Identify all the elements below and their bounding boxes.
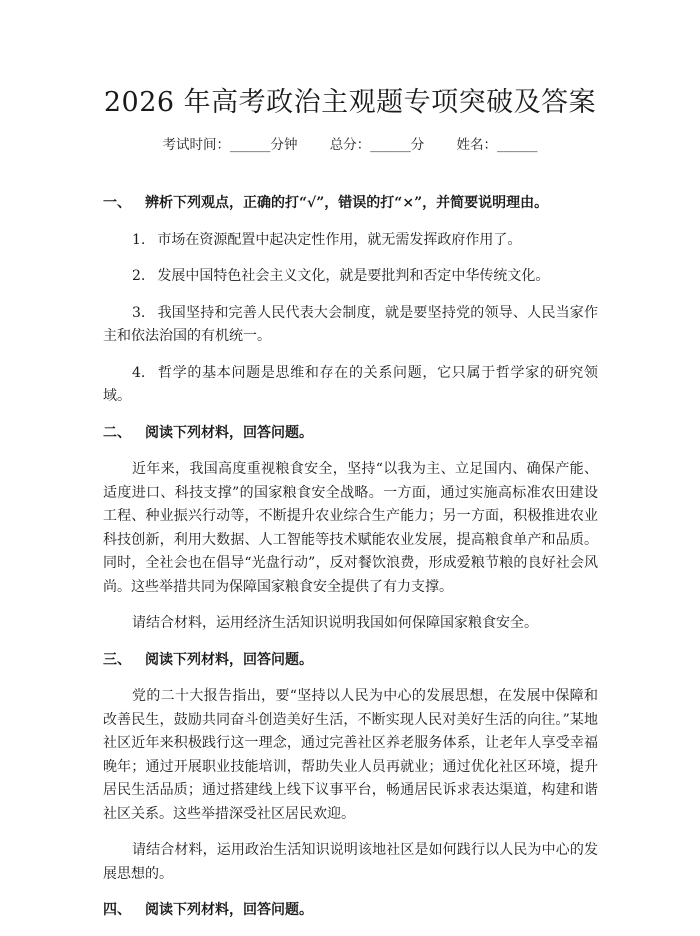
question-number: 2. [132, 268, 146, 284]
question-text: 发展中国特色社会主义文化，就是要批判和否定中华传统文化。 [157, 268, 550, 284]
section-heading-text: 阅读下列材料，回答问题。 [145, 651, 313, 668]
student-name-field: 姓名：______ [456, 137, 538, 153]
question-item [103, 302, 598, 349]
question-text: 我国坚持和完善人民代表大会制度，就是要坚持党的领导、人民当家作主和依法治国的有机统一。 [103, 304, 598, 344]
question-item [103, 265, 598, 289]
page-title: 2026 年高考政治主观题专项突破及答案 [103, 87, 597, 118]
exam-meta [0, 133, 700, 153]
total-score-field: 总分：______分 [329, 137, 425, 153]
section-number: 二、 [103, 424, 131, 441]
section-heading-text: 阅读下列材料，回答问题。 [145, 424, 313, 441]
material-paragraph: 近年来，我国高度重视粮食安全，坚持“以我为主、立足国内、确保产能、适度进口、科技支撑”的国家粮食安全战略。一方面，通过实施高标准农田建设工程、种业振兴行动等，不断提升农业综合生产能力；另一方面，积极推进农业科技创新，利用大数据、人工智能等技术赋能农业发展，提高粮食单产和品质。同时，全社会也在倡导“光盘行动”，反对餐饮浪费，形成爱粮节粮的良好社会风尚。这些举措共同为保障国家粮食安全提供了有力支撑。 [103, 461, 598, 595]
question-number: 3. [132, 304, 146, 321]
exam-content [103, 192, 598, 936]
question-item [103, 362, 598, 409]
section-heading-text: 阅读下列材料，回答问题。 [145, 902, 313, 918]
section-number: 一、 [103, 195, 131, 211]
question-prompt: 请结合材料，运用政治生活知识说明该地社区是如何践行以人民为中心的发展思想的。 [103, 842, 598, 882]
section-heading-text: 辨析下列观点，正确的打“√”，错误的打“×”，并简要说明理由。 [145, 195, 549, 211]
question-text: 哲学的基本问题是思维和存在的关系问题，它只属于哲学家的研究领域。 [103, 364, 598, 404]
question-prompt: 请结合材料，运用经济生活知识说明我国如何保障国家粮食安全。 [132, 615, 538, 631]
question-number: 4. [132, 364, 146, 381]
question-item [103, 229, 598, 253]
section-heading [103, 899, 598, 923]
exam-time-field: 考试时间：______分钟 [162, 137, 298, 153]
section-number: 三、 [103, 651, 131, 668]
section-number: 四、 [103, 902, 131, 918]
section-heading [103, 192, 598, 216]
material-paragraph: 党的二十大报告指出，要“坚持以人民为中心的发展思想，在发展中保障和改善民生，鼓励共同奋斗创造美好生活，不断实现人民对美好生活的向往。”某地社区近年来积极践行这一理念，通过完善社区养老服务体系，让老年人享受幸福晚年；通过开展职业技能培训，帮助失业人员再就业；通过优化社区环境，提升居民生活品质；通过搭建线上线下议事平台，畅通居民诉求表达渠道，构建和谐社区关系。这些举措深受社区居民欢迎。 [103, 688, 598, 822]
section-heading [103, 649, 598, 673]
question-text: 市场在资源配置中起决定性作用，就无需发挥政府作用了。 [157, 231, 522, 248]
question-number: 1. [132, 231, 146, 248]
section-heading [103, 422, 598, 446]
